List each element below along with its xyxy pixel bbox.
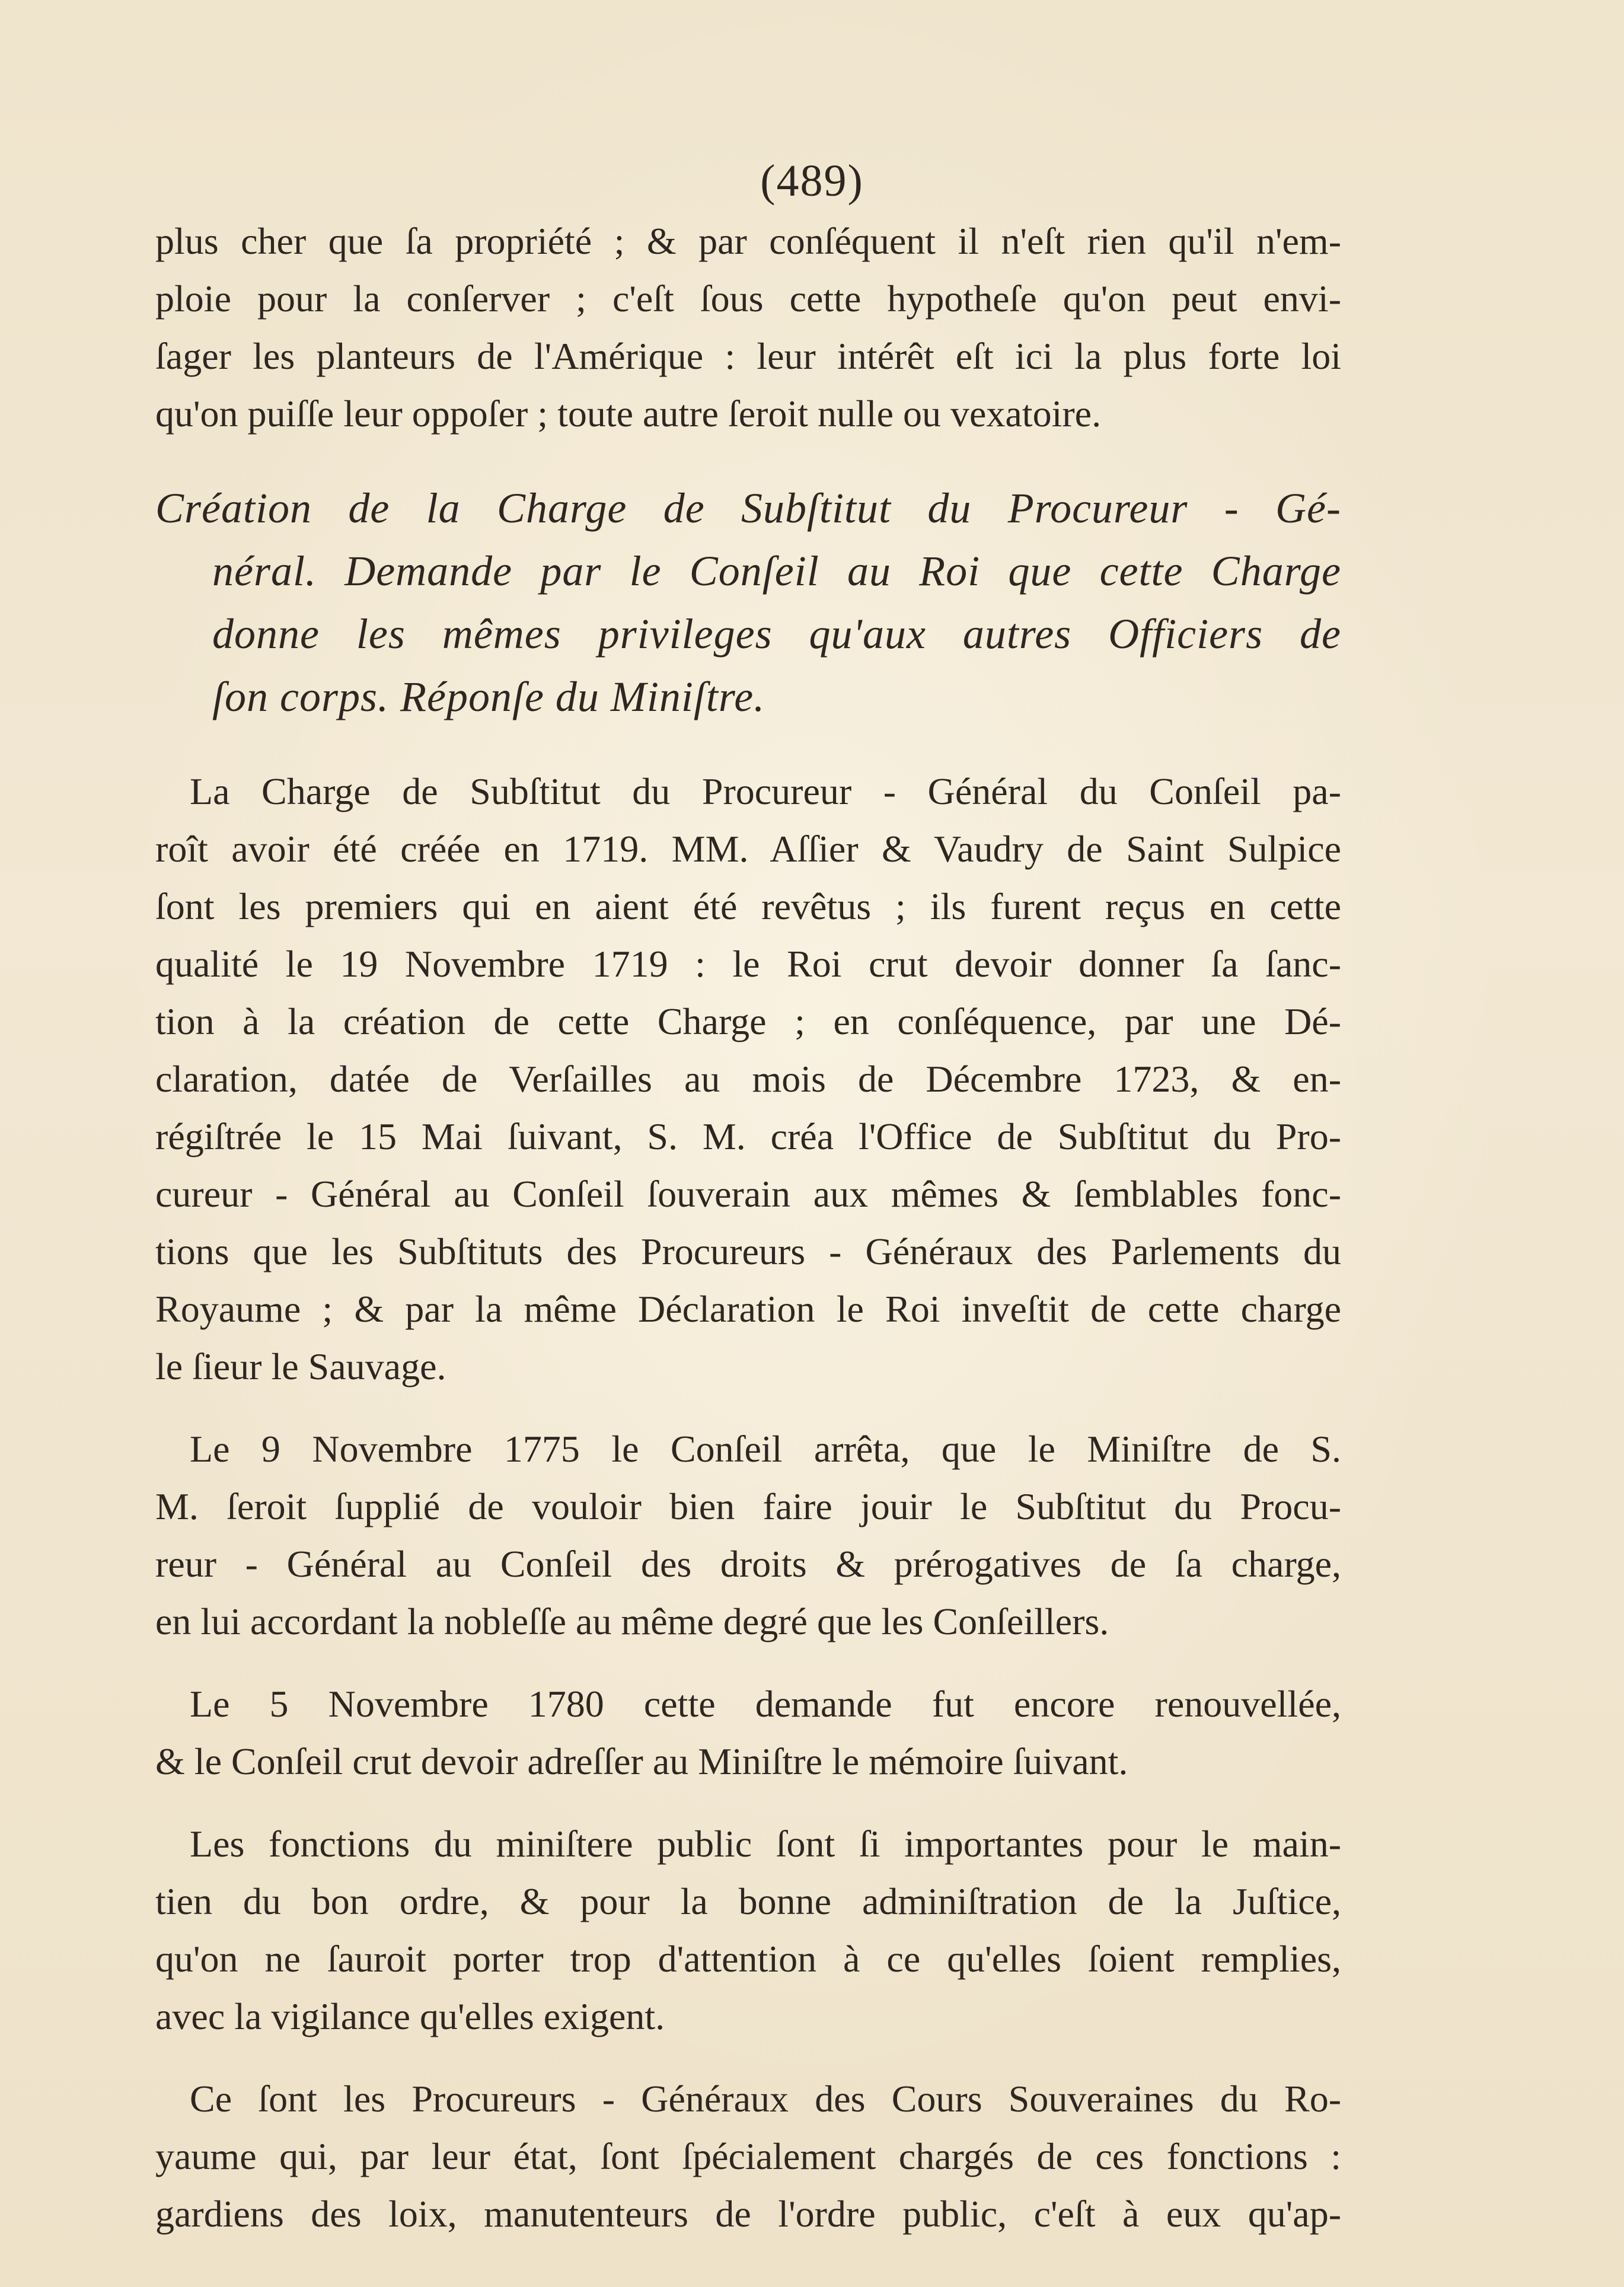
section-heading <box>155 477 1341 728</box>
text-line: claration, datée de Verſailles au mois de Décembre 1723, & en- <box>155 1058 1341 1100</box>
text-line: & le Conſeil crut devoir adreſſer au Miniſtre le mémoire ſuivant. <box>155 1740 1128 1782</box>
text-line: qu'on puiſſe leur oppoſer ; toute autre ſeroit nulle ou vexatoire. <box>155 393 1102 435</box>
text-line: plus cher que ſa propriété ; & par conſéquent il n'eſt rien qu'il n'em- <box>155 220 1341 262</box>
text-line: Les fonctions du miniſtere public ſont ſi importantes pour le main- <box>190 1823 1341 1865</box>
text-line: en lui accordant la nobleſſe au même degré que les Conſeillers. <box>155 1600 1109 1642</box>
text-block <box>155 212 1341 2243</box>
paragraph-fonctions <box>155 1815 1341 2045</box>
text-line: le ſieur le Sauvage. <box>155 1345 446 1387</box>
text-line: qu'on ne ſauroit porter trop d'attention à ce qu'elles ſoient remplies, <box>155 1938 1341 1980</box>
paragraph-1780 <box>155 1675 1341 1790</box>
text-line: avec la vigilance qu'elles exigent. <box>155 1995 665 2037</box>
text-line: M. ſeroit ſupplié de vouloir bien faire jouir le Subſtitut du Procu- <box>155 1485 1341 1527</box>
paragraph-procureurs <box>155 2070 1341 2243</box>
page-number: (489) <box>760 156 864 206</box>
heading-line: ſon corps. Réponſe du Miniſtre. <box>212 673 765 720</box>
text-line: reur - Général au Conſeil des droits & prérogatives de ſa charge, <box>155 1543 1341 1585</box>
text-line: Le 9 Novembre 1775 le Conſeil arrêta, que le Miniſtre de S. <box>190 1428 1341 1470</box>
intro-paragraph <box>155 212 1341 442</box>
text-line: ſager les planteurs de l'Amérique : leur intérêt eſt ici la plus forte loi <box>155 335 1341 377</box>
text-line: La Charge de Subſtitut du Procureur - Général du Conſeil pa- <box>190 770 1341 812</box>
text-line: ſont les premiers qui en aient été revêtus ; ils furent reçus en cette <box>155 885 1341 927</box>
text-line: cureur - Général au Conſeil ſouverain aux mêmes & ſemblables fonc- <box>155 1173 1341 1215</box>
text-line: roît avoir été créée en 1719. MM. Aſſier & Vaudry de Saint Sulpice <box>155 828 1341 870</box>
text-line: tions que les Subſtituts des Procureurs - Généraux des Parlements du <box>155 1230 1341 1272</box>
text-line: Royaume ; & par la même Déclaration le Roi inveſtit de cette charge <box>155 1288 1341 1330</box>
heading-line: donne les mêmes privileges qu'aux autres Officiers de <box>212 610 1341 658</box>
text-line: tion à la création de cette Charge ; en conſéquence, par une Dé- <box>155 1000 1341 1042</box>
heading-line: Création de la Charge de Subſtitut du Procureur - Gé- <box>155 484 1341 532</box>
text-line: qualité le 19 Novembre 1719 : le Roi crut devoir donner ſa ſanc- <box>155 943 1341 985</box>
text-line: yaume qui, par leur état, ſont ſpécialement chargés de ces fonctions : <box>155 2135 1341 2177</box>
text-line: ploie pour la conſerver ; c'eſt ſous cette hypotheſe qu'on peut envi- <box>155 277 1341 320</box>
text-line: tien du bon ordre, & pour la bonne adminiſtration de la Juſtice, <box>155 1880 1341 1922</box>
text-line: régiſtrée le 15 Mai ſuivant, S. M. créa l'Office de Subſtitut du Pro- <box>155 1115 1341 1157</box>
paragraph-1775 <box>155 1420 1341 1650</box>
text-line: Ce ſont les Procureurs - Généraux des Cours Souveraines du Ro- <box>190 2078 1341 2120</box>
text-line: gardiens des loix, manutenteurs de l'ordre public, c'eſt à eux qu'ap- <box>155 2193 1341 2235</box>
text-line: Le 5 Novembre 1780 cette demande fut encore renouvellée, <box>190 1683 1341 1725</box>
paragraph-creation <box>155 763 1341 1395</box>
heading-line: néral. Demande par le Conſeil au Roi que cette Charge <box>212 547 1341 595</box>
